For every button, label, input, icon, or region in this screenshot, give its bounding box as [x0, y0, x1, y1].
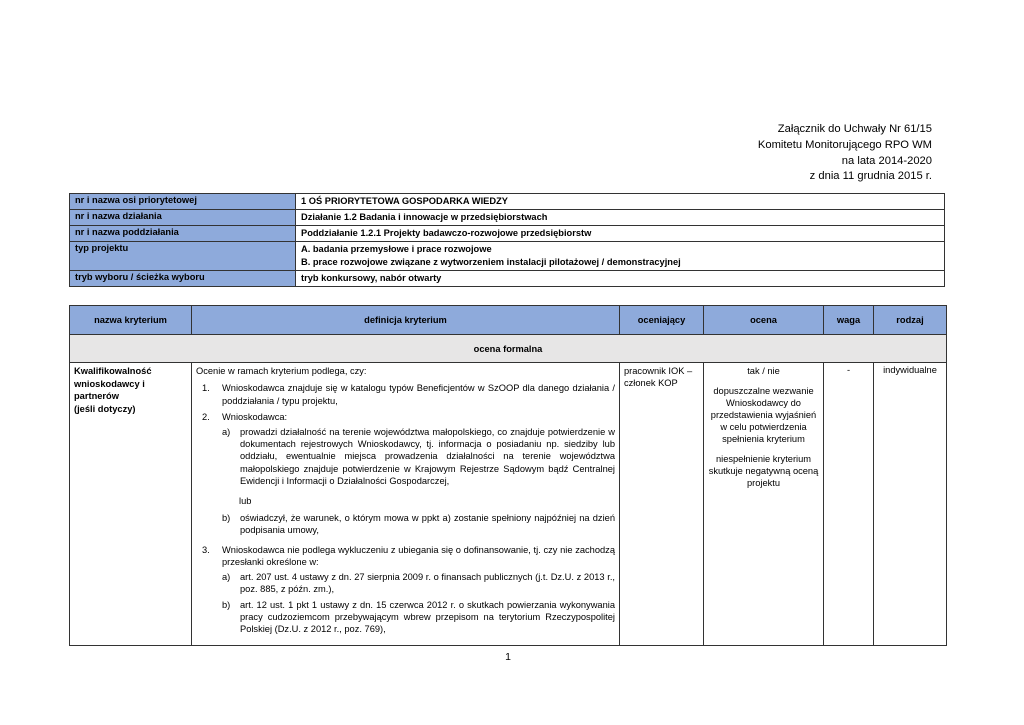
attachment-line: z dnia 11 grudnia 2015 r.: [809, 170, 932, 183]
info-value: [296, 194, 945, 210]
criteria-table: [69, 305, 947, 646]
definition-item: [196, 382, 615, 407]
info-value: [296, 210, 945, 226]
subitem-text: oświadczył, że warunek, o którym mowa w ppkt a) zostanie spełniony najpóźniej na dzień podpisania umowy,: [240, 513, 615, 536]
header-cell-type: rodzaj: [874, 306, 947, 335]
header-cell-evaluator: oceniający: [620, 306, 704, 335]
subitem-letter: a): [222, 571, 231, 582]
info-value: [296, 242, 945, 271]
info-label: nr i nazwa poddziałania: [70, 226, 296, 242]
item-text: Wnioskodawca znajduje się w katalogu typów Beneficjentów w SzOOP dla danego działania / poddziałania / typu projektu,: [222, 383, 615, 406]
criterion-name-line: partnerów: [74, 391, 119, 402]
definition-item: [196, 510, 615, 540]
info-value-line: Poddziałanie 1.2.1 Projekty badawczo-rozwojowe przedsiębiorstw: [301, 228, 592, 238]
criterion-evaluator: pracownik IOK – członek KOP: [620, 363, 704, 646]
attachment-line: na lata 2014-2020: [841, 154, 932, 167]
attachment-line: Komitetu Monitorującego RPO WM: [757, 138, 932, 151]
header-cell-weight: waga: [824, 306, 874, 335]
info-row: [70, 242, 945, 271]
criterion-assessment: [704, 363, 824, 646]
header-cell-assessment: ocena: [704, 306, 824, 335]
item-number: 3.: [202, 544, 210, 555]
subitem-text: art. 12 ust. 1 pkt 1 ustawy z dn. 15 czerwca 2012 r. o skutkach powierzania wykonywania pracy cudzoziemcom przebywającym wbrew przepisom na terytorium Rzeczypospolitej Polskiej (Dz.U. z 2012 r., poz. 769),: [240, 599, 615, 635]
definition-item: [196, 544, 615, 639]
info-value: [296, 226, 945, 242]
criterion-weight: -: [824, 363, 874, 646]
info-label: typ projektu: [70, 242, 296, 271]
header-cell-name: nazwa kryterium: [70, 306, 192, 335]
info-value-line: 1 OŚ PRIORYTETOWA GOSPODARKA WIEDZY: [301, 196, 508, 206]
criterion-type: indywidualne: [874, 363, 947, 646]
info-value-line: tryb konkursowy, nabór otwarty: [301, 273, 442, 283]
criteria-row: [70, 363, 947, 646]
subitem-text: prowadzi działalność na terenie województwa małopolskiego, co znajduje potwierdzenie w dokumentach rejestrowych Wnioskodawcy, tj. informacja o posiadaniu np. siedziby lub oddziału, ewentualnie miejsca prowadzenia działalności na terenie województwa małopolskiego znajduje potwierdzenie w Krajowym Rejestrze Sądowym bądź Centralnej Ewidencji i Informacji o Działalności Gospodarczej,: [240, 426, 615, 487]
info-row: [70, 194, 945, 210]
criteria-header-row: [70, 306, 947, 335]
section-row: [70, 335, 947, 363]
definition-or: lub: [239, 495, 252, 506]
definition-item: [196, 411, 615, 490]
info-row: [70, 226, 945, 242]
subitem-letter: b): [222, 513, 231, 524]
attachment-line: Załącznik do Uchwały Nr 61/15: [777, 123, 932, 135]
definition-subitem: [222, 571, 615, 596]
definition-subitem: [222, 426, 615, 488]
info-table: [69, 193, 945, 287]
definition-intro: Ocenie w ramach kryterium podlega, czy:: [196, 366, 367, 376]
assessment-note: dopuszczalne wezwanie Wnioskodawcy do przedstawienia wyjaśnień w celu potwierdzenia spełnienia kryterium: [710, 386, 817, 444]
subitem-letter: a): [222, 426, 231, 437]
item-number: 1.: [202, 383, 210, 394]
section-title: ocena formalna: [70, 335, 947, 363]
subitem-text: art. 207 ust. 4 ustawy z dn. 27 sierpnia 2009 r. o finansach publicznych (j.t. Dz.U. z 2013 r., poz. 885, z późn. zm.),: [240, 571, 615, 595]
item-text: Wnioskodawca:: [222, 412, 288, 423]
criterion-name: [70, 363, 192, 646]
info-label: nr i nazwa osi priorytetowej: [70, 194, 296, 210]
info-row: [70, 210, 945, 226]
criterion-name-line: Kwalifikowalność: [74, 366, 152, 376]
attachment-header: [512, 122, 932, 185]
definition-subitem: [222, 512, 615, 537]
info-value-line: B. prace rozwojowe związane z wytworzeniem instalacji pilotażowej / demonstracyjnej: [301, 257, 681, 267]
criterion-name-line: wnioskodawcy i: [74, 378, 145, 389]
info-row: [70, 271, 945, 287]
info-value-line: A. badania przemysłowe i prace rozwojowe: [301, 244, 492, 254]
info-label: nr i nazwa działania: [70, 210, 296, 226]
assessment-note: niespełnienie kryterium skutkuje negatywną oceną projektu: [708, 454, 819, 488]
page-number: 1: [505, 651, 511, 663]
info-value: [296, 271, 945, 287]
info-label: tryb wyboru / ścieżka wyboru: [70, 271, 296, 287]
item-number: 2.: [202, 412, 210, 423]
item-body: [222, 544, 615, 639]
definition-subitem: [222, 599, 615, 636]
subitem-letter: b): [222, 599, 231, 610]
criterion-name-line: (jeśli dotyczy): [74, 403, 136, 414]
item-text: Wnioskodawca nie podlega wykluczeniu z ubiegania się o dofinansowanie, tj. czy nie zachodzą przesłanki określone w:: [222, 544, 615, 568]
item-body: [222, 411, 615, 490]
info-value-line: Działanie 1.2 Badania i innowacje w przedsiębiorstwach: [301, 212, 548, 222]
assessment-main: tak / nie: [747, 366, 780, 376]
criterion-definition: [192, 363, 620, 646]
header-cell-definition: definicja kryterium: [192, 306, 620, 335]
